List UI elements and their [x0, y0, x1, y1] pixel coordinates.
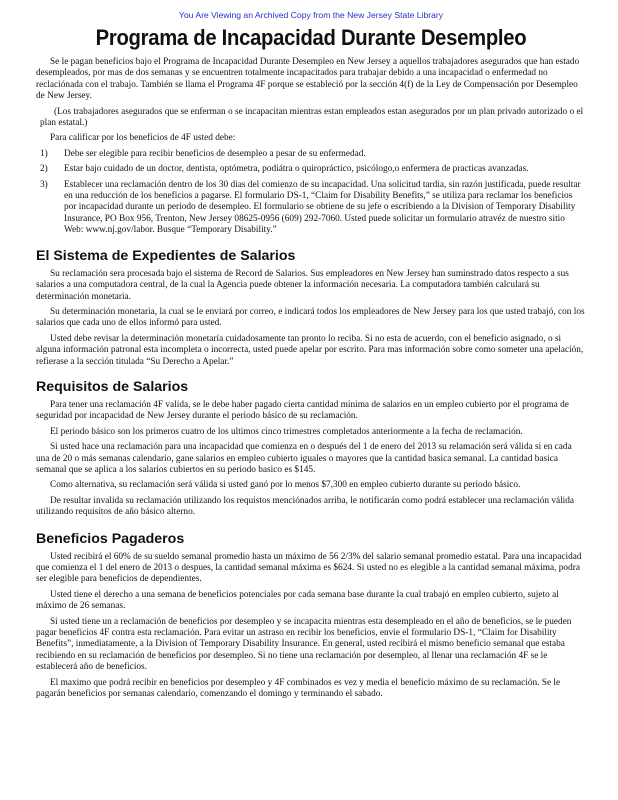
intro-note-paragraph: (Los trabajadores asegurados que se enferman o se incapacitan mientras estan empleados estan asegurados por un plan privado autorizado o el plan estatal.): [40, 106, 584, 129]
document-title: Programa de Incapacidad Durante Desempleo: [95, 25, 527, 50]
benefits-section: [36, 531, 586, 701]
intro-section: [36, 57, 586, 237]
list-item-number: 2): [40, 164, 48, 175]
list-item: [36, 149, 586, 160]
paragraph: Usted tiene el derecho a una semana de beneficios potenciales por cada semana base durante la cual trabajó en empleo cubierto, sujeto al máximo de 26 semanas.: [36, 589, 559, 612]
paragraph: Para tener una reclamación 4F valida, se le debe haber pagado cierta cantidad mínima de salarios en un empleo cubierto por el programa de seguridad por incapacidad de New Jersey durante el periodo básico de su reclamación.: [36, 399, 569, 422]
paragraph: Usted recibirá el 60% de su sueldo semanal promedio hasta un máximo de 56 2/3% del salario semanal promedio estatal. Para una incapacidad que comienza el 1 del enero de 2013 o despues, la cantidad semanal máxima es $624. Si usted no es elegible a la cantidad semanal máxima, podra ser elegible para beneficios de dependientes.: [36, 551, 582, 585]
paragraph: El periodo básico son los primeros cuatro de los ultimos cinco trimestres completados anteriormente a la fecha de reclamación.: [50, 426, 523, 437]
list-item-text: Establecer una reclamación dentro de los 30 dias del comienzo de su incapacidad. Una solicitud tardia, sin razón justificada, puede resultar en una reducción de los beneficios a pagarse. El formulario DS-1, “Claim for Disability Benefits,” se utiliza para reclamar los beneficios por incapacidad durante un periodo de desempleo. El formulario se obtiene de su jefe o escribiendo a la Division of Temporary Disability Insurance, PO Box 956, Trenton, New Jersey 08625-0956 (609) 292-7060. Usted puede solicitar un formulario atravéz de nuestro sitio Web: www.nj.gov/labor. Busque “Temporary Disability.”: [64, 179, 581, 236]
list-item-text: Debe ser elegible para recibir beneficios de desempleo a pesar de su enfermedad.: [64, 148, 366, 159]
section-heading: El Sistema de Expedientes de Salarios: [36, 247, 296, 264]
paragraph: Si usted hace una reclamación para una incapacidad que comienza en o después del 1 de enero del 2013 su relamación será válida si en cada una de 20 o más semanas calendario, gane salarios en empleo cubierto iguales o mayores que la cantidad basica semanal. La cantidad basica semanal que se aplica a los salarios cubiertos en su periodo basico es $145.: [36, 442, 572, 475]
section-heading: Beneficios Pagaderos: [36, 530, 185, 547]
wage-records-section: [36, 248, 586, 368]
paragraph: De resultar invalida su reclamación utilizando los requistos menciónados arriba, le notificarán como podrá establecer una reclamación válida utilizando requisitos de año básico alterno.: [36, 495, 575, 518]
paragraph: Su reclamación sera procesada bajo el sistema de Record de Salarios. Sus empleadores en New Jersey han suminstrado datos respecto a sus salarios a una computadora central, de la cual la Agencia puede obtener la información necesaria. La computadora también calculará su determinación monetaria.: [36, 268, 569, 302]
wage-requirements-section: [36, 379, 586, 519]
list-item: [36, 164, 586, 175]
paragraph: Como alternativa, su reclamación será válida si usted ganó por lo menos $7,300 en empleo cubierto durante su periodo básico.: [50, 480, 521, 491]
list-item-number: 1): [40, 148, 48, 159]
paragraph: Usted debe revisar la determinación monetaría cuidadosamente tan pronto lo reciba. Si no esta de acuerdo, con el beneficio asignado, o si alguna información patronal esta incompleta o incorrecta, usted puede apelar por escrito. Para mas información sobre como someter una apelación, refierase a la sección titulada “Su Derecho a Apelar.”: [36, 333, 584, 367]
paragraph: Si usted tiene un a reclamación de beneficios por desempleo y se incapacita mientras esta desempleado en el año de beneficios, se le pueden pagar beneficios 4F contra esta reclamación. Para evitar un astraso en recibir los beneficios, envie el formulario DS-1, “Claim for Disability Benefits”, inmediatamente, a la Division of Temporary Disability Insurance. En general, usted recibirá el mismo beneficio semanal que estaba recibiendo en su reclamación de beneficios por desempleo. Si no tiene una reclamación por desempleo, al llenar una reclamación 4F se le establecerá año de beneficios.: [36, 616, 572, 673]
qualify-lead: Para calificar por los beneficios de 4F usted debe:: [50, 133, 236, 144]
list-item-number: 3): [40, 179, 48, 190]
requirements-list: [36, 149, 586, 237]
list-item: [36, 180, 586, 237]
archive-notice: You Are Viewing an Archived Copy from the New Jersey State Library: [178, 10, 444, 20]
section-heading: Requisitos de Salarios: [36, 378, 189, 395]
list-item-text: Estar bajo cuidado de un doctor, dentista, optómetra, podiátra o quiropráctico, psicólogo,o enfermera de practicas avanzadas.: [64, 164, 529, 175]
paragraph: El maximo que podrá recibir en beneficios por desempleo y 4F combinados es vez y media el beneficio máximo de su reclamación. Se le pagarán beneficios por semanas calendario, comenzando el domingo y terminando el sabado.: [36, 677, 561, 700]
intro-paragraph: Se le pagan beneficios bajo el Programa de Incapacidad Durante Desempleo en New Jersey a aquellos trabajadores asegurados que han estado desempleados, por mas de dos semanas y se encuentren totalmente incapacitados para trabajar debido a una incapacidad o enfermedad no reclaciónada con el trabajo. También se llama el Programa 4F porque se estableció por la sección 4(f) de la Ley de Compensación por Desempleo de New Jersey.: [36, 57, 580, 102]
paragraph: Su determinación monetaria, la cual se le enviará por correo, e indicará todos los empleadores de New Jersey para los que usted trabajó, con los salarios que cada uno de ellos informó para usted.: [36, 306, 585, 329]
